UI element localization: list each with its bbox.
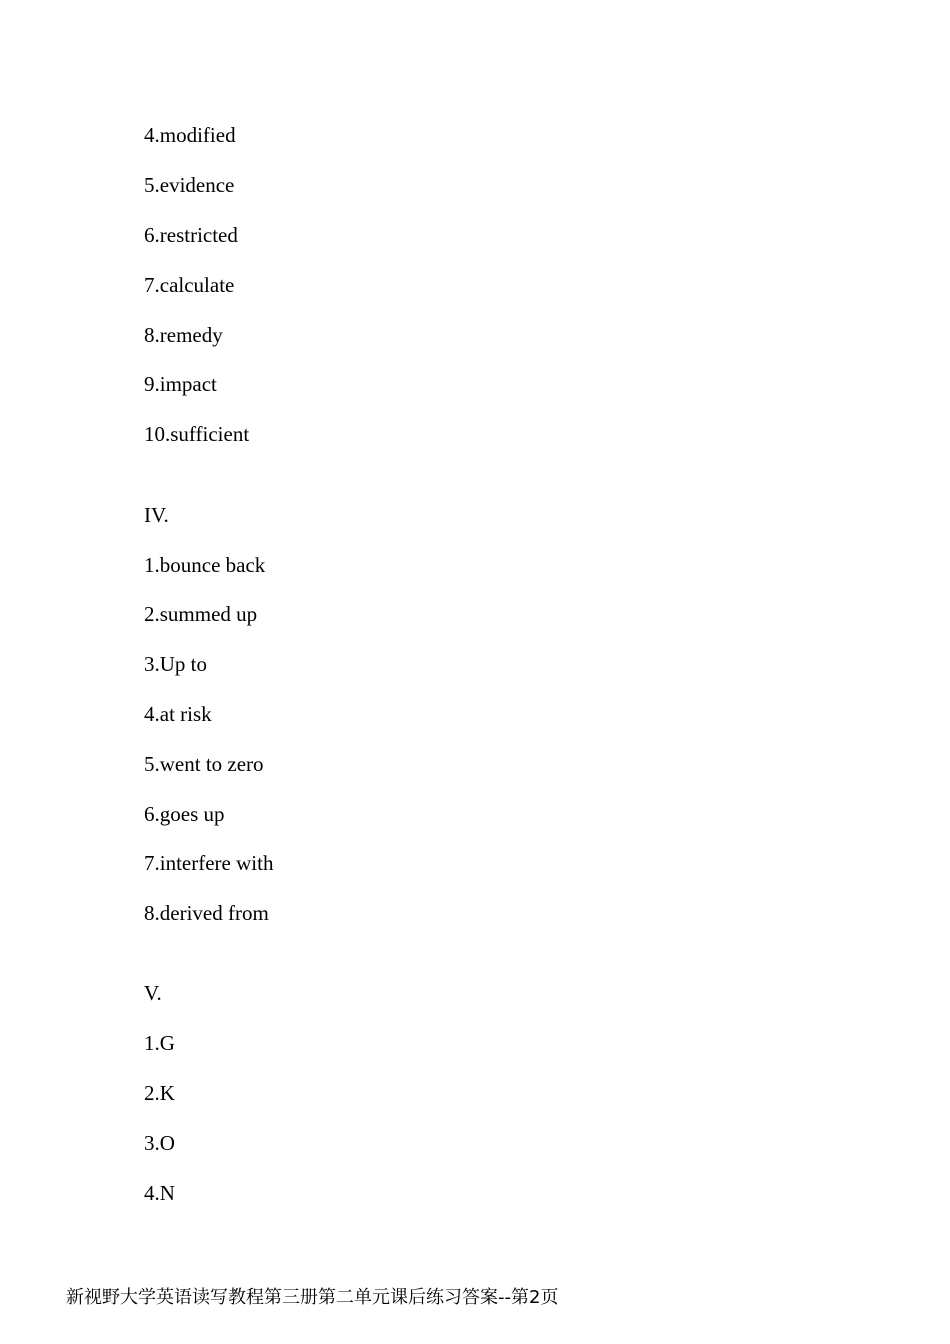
answer-item: 7.interfere with <box>144 851 274 875</box>
answer-item: 6.restricted <box>144 223 238 247</box>
answer-item: 9.impact <box>144 372 217 396</box>
answer-item: 1.bounce back <box>144 553 266 577</box>
answer-item: 6.goes up <box>144 802 225 826</box>
answer-item: 2.K <box>144 1081 175 1105</box>
answer-item: 8.derived from <box>144 901 269 925</box>
answer-item: 5.went to zero <box>144 752 264 776</box>
section-heading: V. <box>144 981 162 1005</box>
answer-item: 2.summed up <box>144 602 258 626</box>
section-heading: IV. <box>144 503 169 527</box>
answer-item: 3.O <box>144 1131 175 1155</box>
answer-item: 10.sufficient <box>144 422 250 446</box>
answer-item: 1.G <box>144 1031 175 1055</box>
answer-item: 4.modified <box>144 123 236 147</box>
answer-item: 7.calculate <box>144 273 235 297</box>
answer-item: 5.evidence <box>144 173 235 197</box>
answer-item: 3.Up to <box>144 652 207 676</box>
answer-item: 8.remedy <box>144 323 223 347</box>
answer-item: 4.N <box>144 1181 175 1205</box>
answer-item: 4.at risk <box>144 702 212 726</box>
page-footer: 新视野大学英语读写教程第三册第二单元课后练习答案--第2页 <box>66 1287 559 1308</box>
